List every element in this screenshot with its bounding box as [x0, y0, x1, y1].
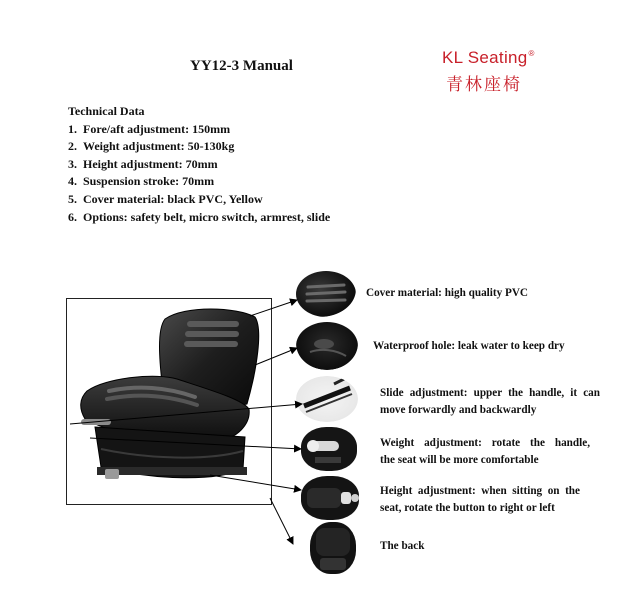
item-text: Options: safety belt, micro switch, armrest, slide: [83, 209, 331, 224]
height-caption-line: Height adjustment: when sitting on the: [380, 485, 580, 497]
item-number: 5.: [68, 191, 77, 206]
item-text: Fore/aft adjustment: 150mm: [83, 121, 231, 136]
arrow-waterproof: [255, 348, 297, 365]
item-number: 3.: [68, 156, 77, 171]
item-text: Height adjustment: 70mm: [83, 156, 218, 171]
arrow-weight: [90, 438, 301, 449]
cover-material-caption: Cover material: high quality PVC: [366, 287, 529, 299]
height-caption-line: seat, rotate the button to right or left: [380, 502, 555, 514]
item-number: 1.: [68, 121, 77, 136]
brand-logo-text: KL Seating: [442, 48, 528, 67]
brand-logo-chinese: 青林座椅: [446, 75, 522, 95]
slide-caption-line: move forwardly and backwardly: [380, 404, 537, 416]
waterproof-hole-caption: Waterproof hole: leak water to keep dry: [373, 340, 565, 352]
weight-caption-line: the seat will be more comfortable: [380, 454, 539, 466]
arrow-back: [270, 498, 293, 544]
slide-adjustment-caption: [380, 385, 600, 419]
back-caption: The back: [380, 540, 425, 552]
height-adjustment-caption: [380, 483, 580, 517]
technical-data-heading: Technical Data: [68, 104, 145, 118]
item-number: 4.: [68, 174, 77, 189]
weight-caption-line: Weight adjustment: rotate the handle,: [380, 437, 590, 449]
registered-mark: ®: [528, 49, 535, 59]
slide-caption-line: Slide adjustment: upper the handle, it can: [380, 387, 600, 399]
arrow-height: [210, 475, 301, 490]
document-title: YY12-3 Manual: [190, 58, 293, 74]
arrow-slide: [70, 404, 302, 424]
arrow-cover: [250, 300, 297, 316]
item-number: 6.: [68, 209, 77, 224]
item-text: Cover material: black PVC, Yellow: [83, 191, 263, 206]
item-text: Weight adjustment: 50-130kg: [83, 139, 235, 154]
item-number: 2.: [68, 139, 77, 154]
item-text: Suspension stroke: 70mm: [83, 174, 215, 189]
weight-adjustment-caption: [380, 435, 590, 469]
